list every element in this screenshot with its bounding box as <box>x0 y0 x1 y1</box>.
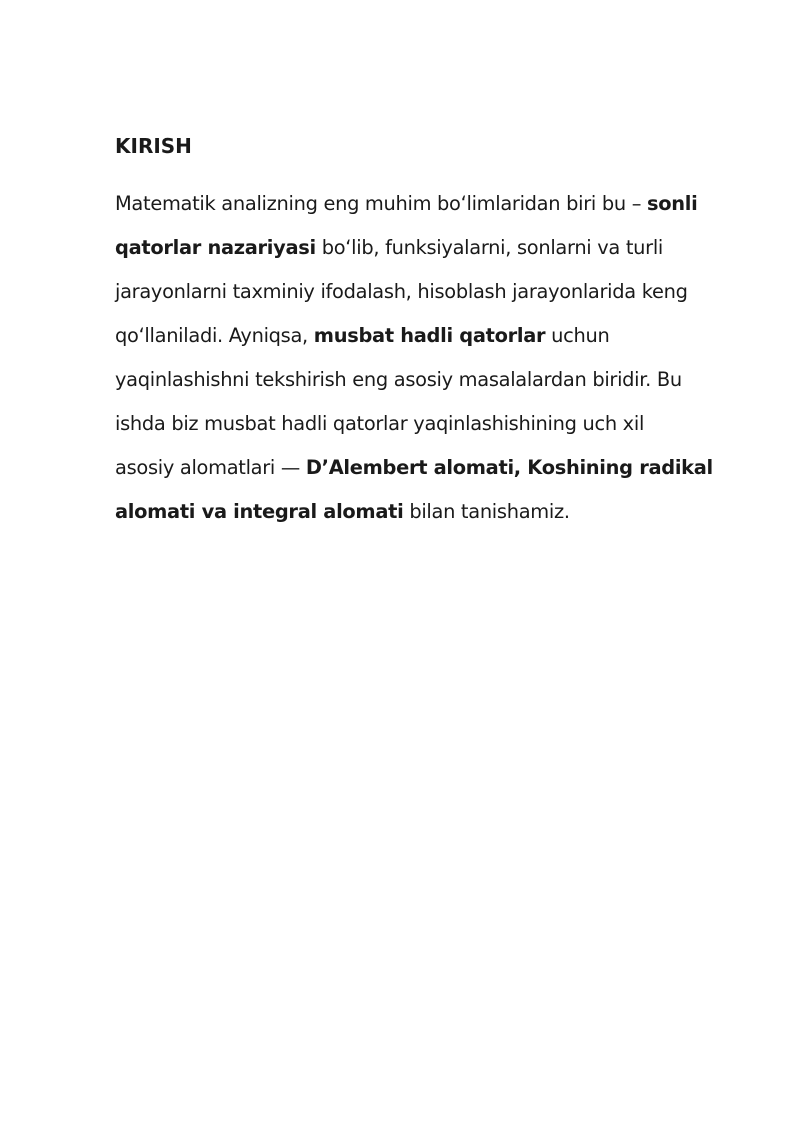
text-run: asosiy alomatlari — <box>115 456 306 479</box>
paragraph-line-1 <box>115 182 745 226</box>
bold-term: D’Alembert alomati, Koshining radikal <box>305 456 713 479</box>
section-heading: KIRISH <box>115 134 192 158</box>
paragraph-line-7 <box>115 446 745 490</box>
text-run: bo‘lib, funksiyalarni, sonlarni va turli <box>315 236 664 259</box>
bold-term: alomati va integral alomati <box>115 500 404 523</box>
paragraph-line-3: jarayonlarni taxminiy ifodalash, hisoblash jarayonlarida keng <box>115 280 688 303</box>
text-run: uchun <box>545 324 610 347</box>
paragraph-line-5: yaqinlashishni tekshirish eng asosiy masalalardan biridir. Bu <box>115 368 682 391</box>
paragraph-line-4 <box>115 314 745 358</box>
paragraph-line-2 <box>115 226 745 270</box>
paragraph-line-8 <box>115 490 745 534</box>
paragraph-line-6: ishda biz musbat hadli qatorlar yaqinlashishining uch xil <box>115 412 645 435</box>
bold-term: sonli <box>646 192 698 215</box>
text-run: qo‘llaniladi. Ayniqsa, <box>115 324 314 347</box>
intro-paragraph <box>115 182 745 534</box>
bold-term: musbat hadli qatorlar <box>313 324 546 347</box>
text-run: Matematik analizning eng muhim bo‘limlaridan biri bu – <box>115 192 647 215</box>
text-run: bilan tanishamiz. <box>403 500 570 523</box>
document-body <box>115 128 745 534</box>
bold-term: qatorlar nazariyasi <box>115 236 316 259</box>
